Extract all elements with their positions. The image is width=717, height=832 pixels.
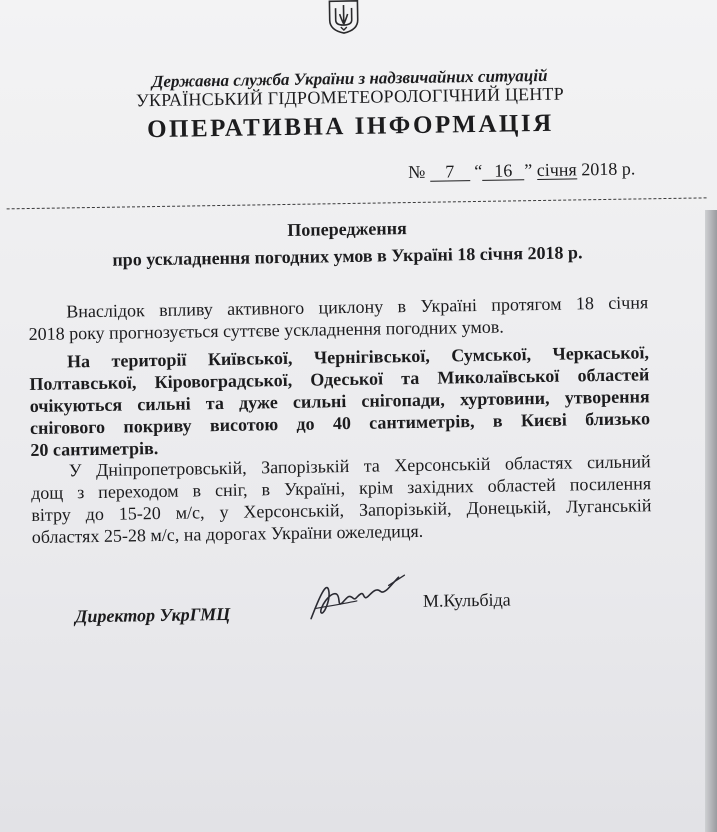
paragraph-line: 20 сантиметрів. [30,438,159,461]
issue-day: 16 [482,161,524,181]
paragraph-line: Внаслідок впливу активного циклону в Україні протягом 18 січня [66,292,649,322]
paragraph-line: У Дніпропетровській, Запорізькій та Херсонській областях сильний [68,451,651,481]
handwritten-signature-icon [300,567,411,634]
coat-of-arms-trident-icon [323,0,364,34]
issue-month: січня [536,159,577,181]
center-name: УКРАЇНСЬКИЙ ГІДРОМЕТЕОРОЛОГІЧНИЙ ЦЕНТР [135,83,565,111]
document-type-title: ОПЕРАТИВНА ІНФОРМАЦІЯ [146,109,554,144]
issue-day-close-quote: ” [524,160,533,181]
issue-number: 7 [430,162,470,182]
paragraph-snow-warning [29,341,651,461]
header-divider [7,197,707,209]
paragraph-line: На території Київської, Чернігівської, Сумської, Черкаської, [66,342,650,372]
paragraph-line: очікуються сильні та дуже сильні снігопади, хуртовини, утворення [29,386,650,417]
issue-year: 2018 р. [581,158,636,180]
agency-name: Державна служба України з надзвичайних ситуацій [151,65,548,92]
paragraph-line: Полтавської, Кіровоградської, Одеської та Миколаївської областей [29,364,650,395]
issue-number-prefix: № [407,161,426,183]
issue-day-open-quote: “ [474,160,483,182]
notice-subtitle: про ускладнення погодних умов в Україні 18 січня 2018 р. [112,242,583,270]
paragraph-line: дощ з переходом в сніг, в Україні, крім західних областей посилення [30,473,652,504]
paragraph-line: вітру до 15-20 м/с, у Херсонській, Запорізькій, Донецькій, Луганській [31,495,652,526]
paragraph-rain-wind [31,450,652,548]
paragraph-intro [28,291,649,345]
paragraph-line: снігового покриву висотою до 40 сантиметрів, в Києві близько [29,408,651,439]
notice-title: Попередження [287,218,407,240]
signatory-title: Директор УкрГМЦ [74,603,231,627]
paragraph-line: областях 25-28 м/с, на дорогах України ожеледиця. [31,520,424,548]
signatory-name: М.Кульбіда [422,589,511,611]
issue-number-date [408,158,635,183]
paragraph-line: 2018 року прогнозується суттєве ускладнення погодних умов. [28,316,504,345]
